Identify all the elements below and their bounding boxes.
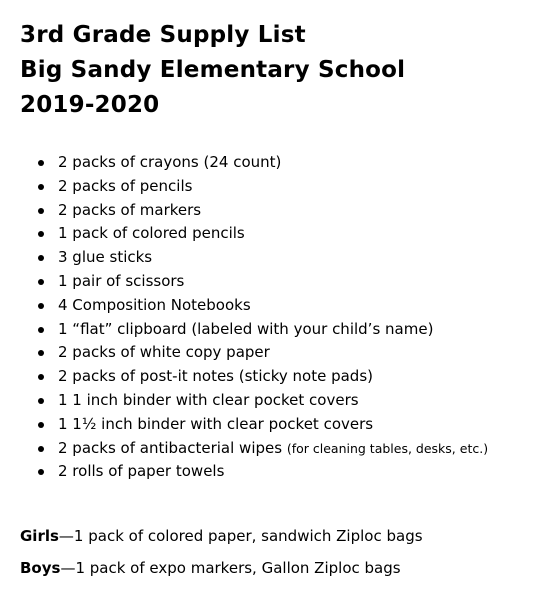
bullet-icon — [38, 350, 44, 356]
item-text: 1 “flat” clipboard (labeled with your child’s name) — [58, 319, 434, 338]
list-item — [38, 294, 488, 318]
list-item — [38, 389, 488, 413]
item-text: 4 Composition Notebooks — [58, 295, 251, 314]
bullet-icon — [38, 327, 44, 333]
item-text: 2 packs of white copy paper — [58, 343, 270, 362]
bullet-icon — [38, 231, 44, 237]
title-line: Big Sandy Elementary School — [20, 57, 406, 83]
girls-extra-line — [20, 527, 423, 545]
supply-list — [38, 151, 488, 484]
list-item — [38, 246, 488, 270]
list-item — [38, 175, 488, 199]
list-item — [38, 222, 488, 246]
list-item — [38, 341, 488, 365]
list-item — [38, 151, 488, 175]
item-text: 2 packs of antibacterial wipes — [58, 438, 283, 457]
item-text: 1 1 inch binder with clear pocket covers — [58, 390, 359, 409]
girls-text: —1 pack of colored paper, sandwich Ziploc bags — [58, 527, 423, 545]
bullet-icon — [38, 255, 44, 261]
list-item — [38, 413, 488, 437]
bullet-icon — [38, 160, 44, 166]
item-text: 3 glue sticks — [58, 248, 153, 267]
item-note: (for cleaning tables, desks, etc.) — [286, 440, 489, 456]
item-text: 2 packs of markers — [58, 200, 202, 219]
item-text: 2 rolls of paper towels — [58, 462, 225, 481]
bullet-icon — [38, 398, 44, 404]
boys-text: —1 pack of expo markers, Gallon Ziploc bags — [60, 559, 401, 577]
document-title — [20, 18, 405, 123]
bullet-icon — [38, 208, 44, 214]
bullet-icon — [38, 374, 44, 380]
list-item — [38, 460, 488, 484]
item-text: 1 pack of colored pencils — [58, 224, 245, 243]
item-text: 1 1½ inch binder with clear pocket covers — [58, 414, 374, 433]
boys-extra-line — [20, 559, 401, 577]
item-text: 2 packs of pencils — [58, 176, 193, 195]
bullet-icon — [38, 422, 44, 428]
list-item — [38, 365, 488, 389]
bullet-icon — [38, 303, 44, 309]
list-item — [38, 437, 488, 461]
title-line: 2019-2020 — [20, 92, 160, 118]
list-item — [38, 199, 488, 223]
item-text: 1 pair of scissors — [58, 271, 185, 290]
list-item — [38, 270, 488, 294]
bullet-icon — [38, 446, 44, 452]
bullet-icon — [38, 184, 44, 190]
bullet-icon — [38, 279, 44, 285]
boys-label: Boys — [20, 559, 61, 577]
item-text: 2 packs of crayons (24 count) — [58, 153, 282, 171]
title-line: 3rd Grade Supply List — [20, 22, 306, 48]
list-item — [38, 318, 488, 342]
girls-label: Girls — [20, 527, 59, 545]
item-text: 2 packs of post-it notes (sticky note pads) — [58, 367, 373, 386]
bullet-icon — [38, 469, 44, 475]
